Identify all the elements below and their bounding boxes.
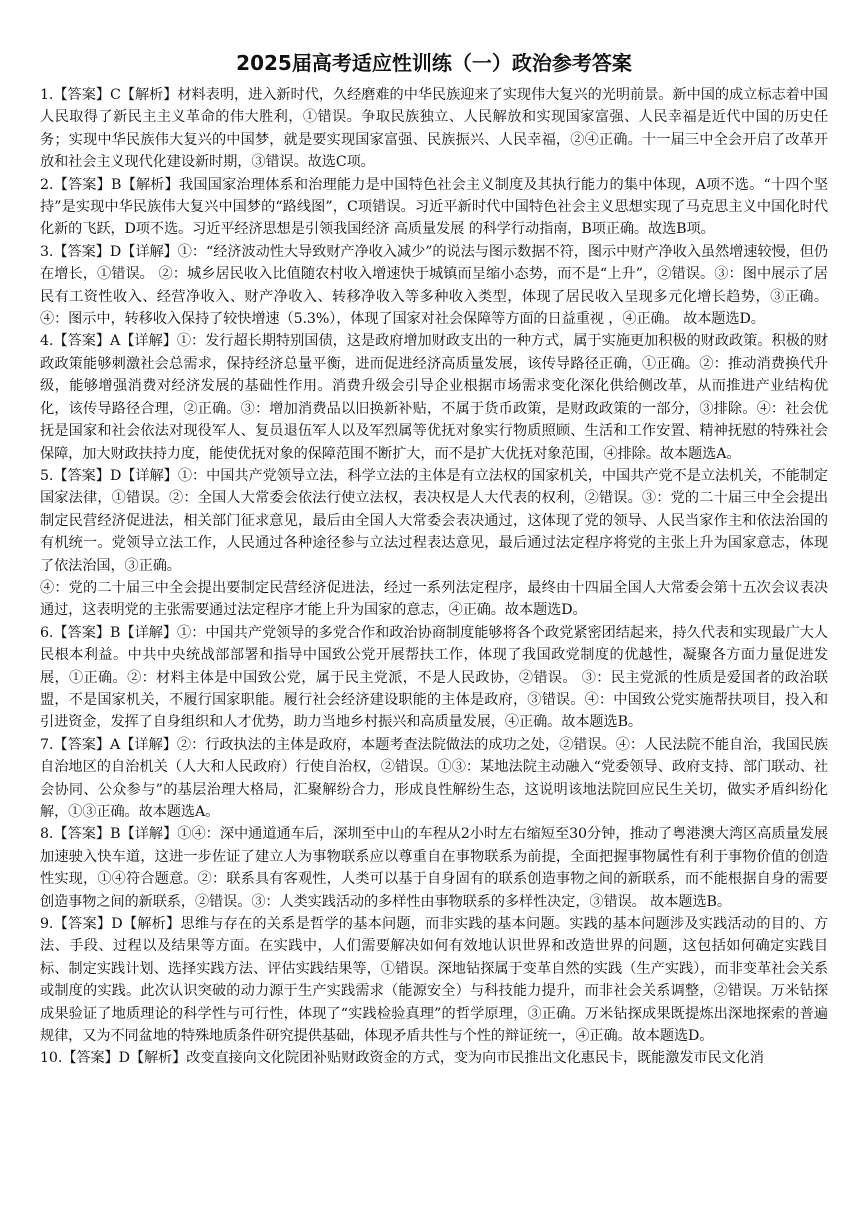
answer-paragraph [40, 330, 828, 464]
answer-text: ①：中国共产党领导的多党合作和政治协商制度能够将各个政党紧密团结起来，持久代表和实现最广大人民根本利益。中共中央统战部部署和指导中国致公党开展帮扶工作，体现了我国政党制度的优越性，凝聚各方面力量促进发展，①正确。②：材料主体是中国致公党，属于民主党派，不是人民政协，②错误。 ③：民主党派的性质是爱国者的政治联盟，不是国家机关，不履行国家职能。履行社会经济建设职能的主体是政府，③错误。④：中国致公党实施帮扶项目，投入和引进资金，发挥了自身组织和人才优势，助力当地乡村振兴和高质量发展，④正确。故本题选B。 [40, 624, 829, 731]
answer-text: 改变直接向文化院团补贴财政资金的方式，变为向市民推出文化惠民卡，既能激发市民文化消 [186, 1050, 764, 1067]
answer-item-8 [40, 823, 828, 913]
answer-key: B [110, 624, 121, 641]
answer-paragraph [40, 622, 828, 734]
answer-text: 思维与存在的关系是哲学的基本问题，而非实践的基本问题。实践的基本问题涉及实践活动的目的、方法、手段、过程以及结果等方面。在实践中，人们需要解决如何有效地认识世界和改造世界的问题，这包括如何确定实践目标、制定实践计划、选择实践方法、评估实践结果等，①错误。深地钻探属于变革自然的实践（生产实践），而非变革社会关系或制度的实践。此次认识突破的动力源于生产实践需求（能源安全）与科技能力提升，而非社会关系调整，②错误。万米钻探成果验证了地质理论的科学性与可行性，体现了“实践检验真理”的哲学原理，③正确。万米钻探成果既提炼出深地探索的普遍规律，又为不同盆地的特殊地质条件研究提供基础，体现矛盾共性与个性的辩证统一，④正确。故本题选D。 [40, 916, 828, 1045]
answer-tag: 【答案】 [53, 467, 110, 484]
answer-text: 材料表明，进入新时代，久经磨难的中华民族迎来了实现伟大复兴的光明前景。新中国的成立标志着中国人民取得了新民主主义革命的伟大胜利，①错误。争取民族独立、人民解放和实现国家富强、人民幸福是近代中国的历史任务；实现中华民族伟大复兴的中国梦，就是要实现国家富强、民族振兴、人民幸福，②④正确。十一届三中全会开启了改革开放和社会主义现代化建设新时期，③错误。故选C项。 [40, 87, 828, 171]
answer-list [40, 84, 828, 1070]
explanation-tag: 【详解】 [120, 333, 177, 350]
answer-item-4 [40, 330, 828, 464]
explanation-tag: 【详解】 [120, 826, 178, 843]
answer-key: D [109, 243, 122, 260]
explanation-tag: 【解析】 [122, 916, 181, 933]
answer-paragraph [40, 465, 828, 577]
answer-number: 7. [40, 736, 54, 753]
answer-number: 6. [40, 624, 54, 641]
answer-tag: 【答案】 [53, 624, 111, 641]
answer-item-3 [40, 241, 828, 331]
answer-paragraph [40, 577, 828, 622]
answer-tag: 【答案】 [53, 87, 110, 103]
document-page [40, 50, 828, 1070]
answer-item-7 [40, 734, 828, 824]
explanation-tag: 【详解】 [121, 243, 178, 260]
answer-key: D [118, 1050, 130, 1067]
answer-number: 8. [40, 826, 54, 843]
answer-tag: 【答案】 [53, 736, 111, 753]
explanation-tag: 【解析】 [121, 176, 180, 193]
answer-tag: 【答案】 [53, 176, 112, 193]
answer-paragraph [40, 84, 828, 174]
answer-number: 5. [40, 467, 54, 484]
answer-number: 1. [40, 87, 54, 103]
answer-number: 4. [40, 333, 54, 350]
answer-paragraph [40, 913, 828, 1047]
answer-text: ②：行政执法的主体是政府，本题考查法院做法的成功之处，②错误。④：人民法院不能自治，我国民族自治地区的自治机关（人大和人民政府）行使自治权，②错误。①③：某地法院主动融入“党委领导、政府支持、部门联动、社会协同、公众参与”的基层治理大格局，汇聚解纷合力，形成良性解纷生态，这说明该地法院回应民生关切，做实矛盾纠纷化解，①③正确。故本题选A。 [40, 736, 829, 820]
answer-tag: 【答案】 [53, 243, 110, 260]
answer-key: D [109, 467, 122, 484]
answer-paragraph [40, 823, 828, 913]
answer-item-9 [40, 913, 828, 1047]
answer-item-10 [40, 1047, 828, 1069]
answer-text: ①④：深中通道通车后，深圳至中山的车程从2小时左右缩短至30分钟，推动了粤港澳大湾区高质量发展加速驶入快车道，这进一步佐证了建立人为事物联系应以尊重自在事物联系为前提，全面把握事物属性有利于事物价值的创造性实现，①④符合题意。②：联系具有客观性，人类可以基于自身固有的联系创造事物之间的新联系，而不能根据自身的需要创造事物之间的新联系，②错误。③：人类实践活动的多样性由事物联系的多样性决定，③错误。 故本题选B。 [40, 826, 828, 910]
answer-key: A [110, 333, 121, 350]
explanation-tag: 【详解】 [121, 467, 178, 484]
answer-text: ④：党的二十届三中全会提出要制定民营经济促进法，经过一系列法定程序，最终由十四届全国人大常委会第十五次会议表决通过，这表明党的主张需要通过法定程序才能上升为国家的意志，④正确。故本题选D。 [40, 579, 828, 619]
answer-key: C [109, 87, 121, 103]
explanation-tag: 【详解】 [120, 624, 178, 641]
answer-key: B [111, 176, 122, 193]
answer-text: ①：中国共产党领导立法，科学立法的主体是有立法权的国家机关，中国共产党不是立法机关，不能制定国家法律，①错误。②：全国人大常委会依法行使立法权，表决权是人大代表的权利，②错误。③：党的二十届三中全会提出制定民营经济促进法，相关部门征求意见，最后由全国人大常委会表决通过，这体现了党的领导、人民当家作主和依法治国的有机统一。党领导立法工作，人民通过各种途径参与立法过程表达意见，最后通过法定程序将党的主张上升为国家意志，体现了依法治国，③正确。 [40, 467, 828, 574]
answer-number: 2. [40, 176, 54, 193]
answer-item-6 [40, 622, 828, 734]
answer-key: D [111, 916, 123, 933]
answer-key: A [110, 736, 121, 753]
answer-number: 3. [40, 243, 54, 260]
answer-text: ①：“经济波动性大导致财产净收入减少”的说法与图示数据不符，图示中财产净收入虽然增速较慢，但仍在增长，①错误。 ②：城乡居民收入比值随农村收入增速快于城镇而呈缩小态势，而不是“上升”，②错误。③：图中展示了居民有工资性收入、经营净收入、财产净收入、转移净收入等多种收入类型，体现了居民收入呈现多元化增长趋势，③正确。 ④：图示中，转移收入保持了较快增速（5.3%），体现了国家对社会保障等方面的日益重视 ，④正确。 故本题选D。 [40, 243, 829, 328]
answer-item-5 [40, 465, 828, 622]
answer-key: B [110, 826, 121, 843]
explanation-tag: 【解析】 [129, 1050, 187, 1067]
answer-paragraph [40, 734, 828, 824]
answer-tag: 【答案】 [53, 916, 112, 933]
explanation-tag: 【详解】 [120, 736, 177, 753]
answer-tag: 【答案】 [62, 1050, 119, 1067]
answer-tag: 【答案】 [53, 826, 111, 843]
answer-number: 10. [40, 1050, 63, 1067]
answer-paragraph [40, 1047, 828, 1069]
answer-number: 9. [40, 916, 54, 933]
document-title: 2025届高考适应性训练（一）政治参考答案 [236, 51, 632, 75]
explanation-tag: 【解析】 [120, 87, 178, 103]
answer-item-2 [40, 174, 828, 241]
answer-item-1 [40, 84, 828, 174]
answer-text: 我国国家治理体系和治理能力是中国特色社会主义制度及其执行能力的集中体现，A项不选。“十四个坚持”是实现中华民族伟大复兴中国梦的“路线图”，C项错误。习近平新时代中国特色社会主义思想实现了马克思主义中国化时代化新的飞跃，D项不选。习近平经济思想是引领我国经济 高质量发展 的科学行动指南，B项正确。故选B项。 [40, 176, 828, 238]
answer-paragraph [40, 241, 828, 331]
answer-paragraph [40, 174, 828, 241]
answer-text: ①：发行超长期特别国债，这是政府增加财政支出的一种方式，属于实施更加积极的财政政策。积极的财政政策能够刺激社会总需求，保持经济总量平衡，进而促进经济高质量发展，该传导路径正确，①正确。②：推动消费换代升级，能够增强消费对经济发展的基础性作用。消费升级会引导企业根据市场需求变化深化供给侧改革，从而推进产业结构优化，该传导路径合理，②正确。③：增加消费品以旧换新补贴，不属于货币政策，是财政政策的一部分，③排除。④：社会优抚是国家和社会依法对现役军人、复员退伍军人以及军烈属等优抚对象实行物质照顾、生活和工作安置、精神抚慰的特殊社会保障，加大财政扶持力度，能使优抚对象的保障范围不断扩大，而不是扩大优抚对象范围，④排除。故本题选A。 [40, 333, 829, 462]
answer-tag: 【答案】 [53, 333, 111, 350]
